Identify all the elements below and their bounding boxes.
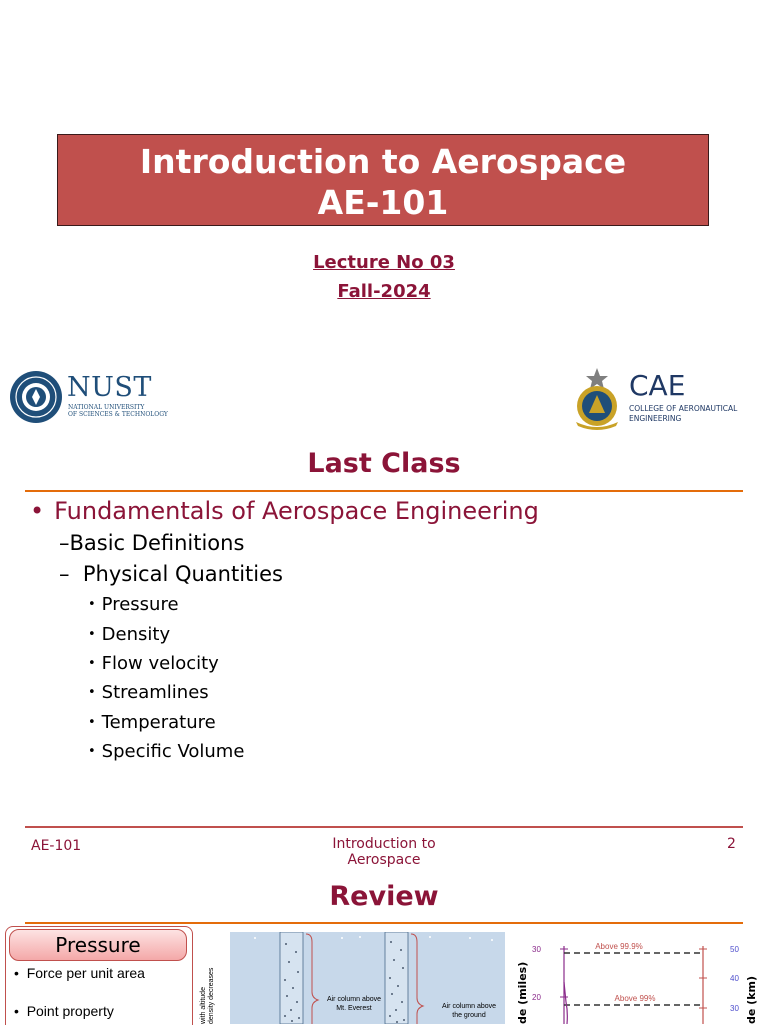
footer-title: Introduction to Aerospace [332, 836, 436, 868]
footer-course: AE-101 [31, 838, 82, 854]
caption-line-1: with altitude [200, 987, 207, 1024]
tick-right-50: 50 [730, 945, 739, 954]
lecture-number: Lecture No 03 [313, 252, 455, 273]
quantity-specific-volume: • Specific Volume [88, 741, 245, 762]
heading-rule [25, 490, 743, 492]
dash-icon: – [59, 531, 70, 555]
last-class-heading: Last Class [307, 448, 461, 479]
annotation-99-9: Above 99.9% [595, 942, 643, 951]
title-banner [57, 134, 709, 226]
footer-rule [25, 826, 743, 828]
title-line-1: Introduction to Aerospace [139, 142, 627, 181]
review-heading: Review [329, 881, 439, 912]
title-line-2: AE-101 [317, 183, 449, 222]
column-label-2a: Air column above [441, 1003, 497, 1010]
tick-left-30: 30 [532, 945, 541, 954]
pressure-panel-title: Pressure [9, 929, 187, 961]
quantity-density: • Density [88, 624, 171, 645]
tick-left-20: 20 [532, 993, 541, 1002]
bullet-icon: • [88, 597, 96, 612]
column-label-1a: Air column above [326, 996, 382, 1003]
nust-wordmark: NUST [67, 372, 152, 403]
subtopic-basic-definitions: –Basic Definitions [59, 531, 245, 555]
bullet-icon: • [88, 715, 96, 730]
cae-subtitle-1: COLLEGE OF AERONAUTICAL [629, 404, 738, 413]
altitude-atmosphere-chart [512, 932, 768, 1024]
annotation-99: Above 99% [614, 994, 656, 1003]
bullet-icon: • [88, 627, 96, 642]
bullet-icon: • [88, 744, 96, 759]
bullet-icon: • [88, 685, 96, 700]
chart-right-axis-label: de (km) [745, 976, 758, 1024]
quantity-streamlines: • Streamlines [88, 682, 209, 703]
caption-line-2: density decreases [208, 967, 215, 1024]
nust-subtitle-1: NATIONAL UNIVERSITY [68, 404, 145, 411]
nust-subtitle-2: OF SCIENCES & TECHNOLOGY [68, 411, 168, 418]
cae-subtitle-2: ENGINEERING [629, 414, 682, 423]
cae-wordmark: CAE [629, 369, 686, 402]
altitude-density-caption [197, 962, 217, 1024]
subtopic-physical-quantities: – Physical Quantities [59, 562, 283, 586]
bullet-icon: • [88, 656, 96, 671]
tick-right-40: 40 [730, 974, 739, 983]
air-column-figure [230, 932, 505, 1024]
column-label-2b: the ground [452, 1012, 486, 1019]
cae-emblem-icon [572, 368, 622, 430]
quantity-pressure: • Pressure [88, 594, 179, 615]
nust-seal-icon [9, 370, 63, 424]
bullet-icon: • [30, 497, 45, 525]
footer-page-number: 2 [727, 836, 736, 852]
panel-item-force: • Force per unit area [14, 965, 145, 981]
topic-bullet [30, 497, 539, 525]
cae-logo [572, 368, 757, 430]
pressure-panel [5, 926, 193, 1025]
topic-text: Fundamentals of Aerospace Engineering [54, 497, 539, 525]
nust-logo [9, 370, 169, 424]
term-label: Fall-2024 [337, 281, 431, 302]
quantity-flow-velocity: • Flow velocity [88, 653, 219, 674]
dash-icon: – [59, 562, 70, 586]
review-rule [25, 922, 743, 924]
chart-left-axis-label: de (miles) [516, 961, 529, 1024]
column-label-1b: Mt. Everest [336, 1005, 372, 1012]
tick-right-30: 30 [730, 1004, 739, 1013]
quantity-temperature: • Temperature [88, 712, 216, 733]
panel-item-point-property: • Point property [14, 1003, 114, 1019]
